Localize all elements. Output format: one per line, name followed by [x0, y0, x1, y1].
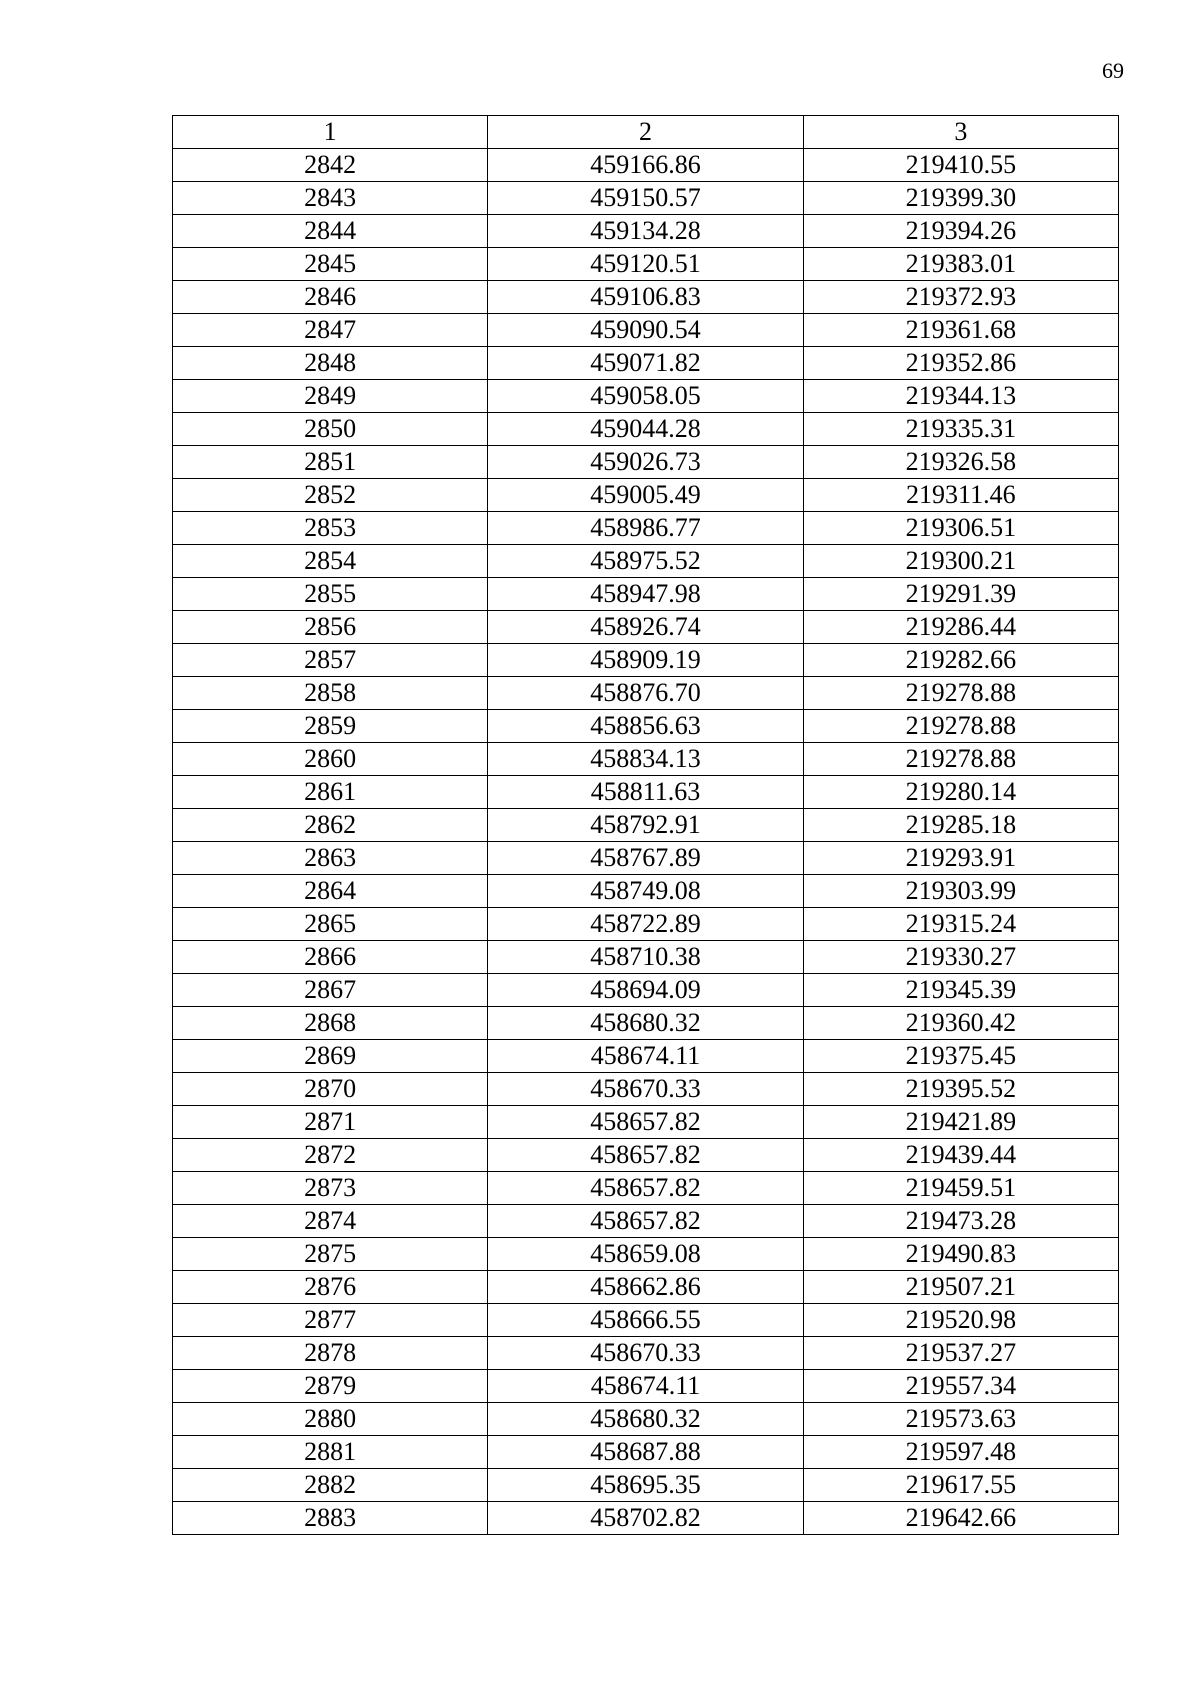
table-row	[173, 1073, 1119, 1106]
table-row	[173, 908, 1119, 941]
column-header: 3	[803, 116, 1118, 149]
table-cell: 2860	[173, 743, 488, 776]
table-cell: 2847	[173, 314, 488, 347]
table-row	[173, 248, 1119, 281]
table-cell: 2879	[173, 1370, 488, 1403]
table-row	[173, 743, 1119, 776]
table-cell: 219360.42	[803, 1007, 1118, 1040]
table-cell: 459005.49	[488, 479, 803, 512]
table-cell: 459150.57	[488, 182, 803, 215]
table-cell: 219278.88	[803, 710, 1118, 743]
table-cell: 458657.82	[488, 1172, 803, 1205]
table-cell: 459026.73	[488, 446, 803, 479]
table-cell: 458986.77	[488, 512, 803, 545]
table-cell: 219286.44	[803, 611, 1118, 644]
table-row	[173, 215, 1119, 248]
table-row	[173, 1502, 1119, 1535]
table-row	[173, 1304, 1119, 1337]
table-cell: 219300.21	[803, 545, 1118, 578]
table-cell: 459106.83	[488, 281, 803, 314]
table-cell: 219315.24	[803, 908, 1118, 941]
table-cell: 2869	[173, 1040, 488, 1073]
table-cell: 2875	[173, 1238, 488, 1271]
table-row	[173, 974, 1119, 1007]
table-cell: 219597.48	[803, 1436, 1118, 1469]
table-cell: 459134.28	[488, 215, 803, 248]
table-row	[173, 578, 1119, 611]
table-cell: 458749.08	[488, 875, 803, 908]
table-cell: 458702.82	[488, 1502, 803, 1535]
table-cell: 219642.66	[803, 1502, 1118, 1535]
table-cell: 219410.55	[803, 149, 1118, 182]
table-row	[173, 380, 1119, 413]
table-cell: 219557.34	[803, 1370, 1118, 1403]
table-cell: 219617.55	[803, 1469, 1118, 1502]
table-cell: 2883	[173, 1502, 488, 1535]
table-cell: 2861	[173, 776, 488, 809]
table-cell: 2870	[173, 1073, 488, 1106]
table-cell: 459058.05	[488, 380, 803, 413]
table-cell: 219293.91	[803, 842, 1118, 875]
table-cell: 219537.27	[803, 1337, 1118, 1370]
table-cell: 2852	[173, 479, 488, 512]
table-cell: 458811.63	[488, 776, 803, 809]
table-cell: 219473.28	[803, 1205, 1118, 1238]
table-cell: 2859	[173, 710, 488, 743]
table-cell: 2862	[173, 809, 488, 842]
table-cell: 2857	[173, 644, 488, 677]
table-cell: 2881	[173, 1436, 488, 1469]
table-cell: 2874	[173, 1205, 488, 1238]
table-header-row	[173, 116, 1119, 149]
table-row	[173, 1040, 1119, 1073]
table-cell: 458670.33	[488, 1337, 803, 1370]
table-cell: 2872	[173, 1139, 488, 1172]
table-row	[173, 1271, 1119, 1304]
table-row	[173, 1403, 1119, 1436]
table-row	[173, 611, 1119, 644]
table-row	[173, 149, 1119, 182]
table-row	[173, 1436, 1119, 1469]
table-cell: 219345.39	[803, 974, 1118, 1007]
table-cell: 458767.89	[488, 842, 803, 875]
table-cell: 219395.52	[803, 1073, 1118, 1106]
table-row	[173, 1106, 1119, 1139]
table-row	[173, 710, 1119, 743]
table-cell: 219573.63	[803, 1403, 1118, 1436]
table-cell: 219344.13	[803, 380, 1118, 413]
table-row	[173, 281, 1119, 314]
column-header: 1	[173, 116, 488, 149]
table-cell: 2867	[173, 974, 488, 1007]
table-cell: 2864	[173, 875, 488, 908]
table-cell: 458909.19	[488, 644, 803, 677]
table-cell: 2880	[173, 1403, 488, 1436]
table-cell: 219335.31	[803, 413, 1118, 446]
table-cell: 2878	[173, 1337, 488, 1370]
table-cell: 2858	[173, 677, 488, 710]
table-cell: 219372.93	[803, 281, 1118, 314]
table-cell: 219421.89	[803, 1106, 1118, 1139]
table-row	[173, 644, 1119, 677]
table-cell: 458670.33	[488, 1073, 803, 1106]
table-cell: 2842	[173, 149, 488, 182]
table-cell: 2854	[173, 545, 488, 578]
table-cell: 459044.28	[488, 413, 803, 446]
table-cell: 458674.11	[488, 1040, 803, 1073]
table-cell: 458926.74	[488, 611, 803, 644]
table-cell: 2855	[173, 578, 488, 611]
table-cell: 2871	[173, 1106, 488, 1139]
table-row	[173, 182, 1119, 215]
table-cell: 459090.54	[488, 314, 803, 347]
table-cell: 219383.01	[803, 248, 1118, 281]
table-cell: 458722.89	[488, 908, 803, 941]
table-cell: 2846	[173, 281, 488, 314]
table-cell: 458662.86	[488, 1271, 803, 1304]
table-cell: 2853	[173, 512, 488, 545]
table-cell: 219278.88	[803, 743, 1118, 776]
table-cell: 458674.11	[488, 1370, 803, 1403]
table-cell: 219361.68	[803, 314, 1118, 347]
table-body	[173, 149, 1119, 1535]
table-cell: 2851	[173, 446, 488, 479]
table-row	[173, 1337, 1119, 1370]
table-cell: 219520.98	[803, 1304, 1118, 1337]
table-cell: 458694.09	[488, 974, 803, 1007]
table-cell: 458695.35	[488, 1469, 803, 1502]
table-cell: 219459.51	[803, 1172, 1118, 1205]
table-cell: 458659.08	[488, 1238, 803, 1271]
table-row	[173, 677, 1119, 710]
table-row	[173, 1469, 1119, 1502]
table-cell: 219399.30	[803, 182, 1118, 215]
table-row	[173, 1238, 1119, 1271]
table-cell: 219282.66	[803, 644, 1118, 677]
table-cell: 458657.82	[488, 1205, 803, 1238]
table-row	[173, 479, 1119, 512]
table-cell: 2849	[173, 380, 488, 413]
table-cell: 219490.83	[803, 1238, 1118, 1271]
table-cell: 459071.82	[488, 347, 803, 380]
table-cell: 2876	[173, 1271, 488, 1304]
table-cell: 219278.88	[803, 677, 1118, 710]
table-cell: 219375.45	[803, 1040, 1118, 1073]
table-cell: 219507.21	[803, 1271, 1118, 1304]
table-cell: 219439.44	[803, 1139, 1118, 1172]
table-cell: 2877	[173, 1304, 488, 1337]
table-cell: 2856	[173, 611, 488, 644]
table-cell: 2844	[173, 215, 488, 248]
table-cell: 2850	[173, 413, 488, 446]
table-row	[173, 314, 1119, 347]
table-cell: 458687.88	[488, 1436, 803, 1469]
table-cell: 458657.82	[488, 1106, 803, 1139]
table-cell: 219303.99	[803, 875, 1118, 908]
table-row	[173, 545, 1119, 578]
table-cell: 2865	[173, 908, 488, 941]
table-row	[173, 413, 1119, 446]
table-cell: 458710.38	[488, 941, 803, 974]
table-row	[173, 446, 1119, 479]
table-cell: 458792.91	[488, 809, 803, 842]
table-cell: 2882	[173, 1469, 488, 1502]
table-row	[173, 809, 1119, 842]
table-cell: 219306.51	[803, 512, 1118, 545]
table-cell: 219394.26	[803, 215, 1118, 248]
table-cell: 459166.86	[488, 149, 803, 182]
table-row	[173, 875, 1119, 908]
table-row	[173, 347, 1119, 380]
table-cell: 458856.63	[488, 710, 803, 743]
table-cell: 458680.32	[488, 1007, 803, 1040]
table-cell: 219291.39	[803, 578, 1118, 611]
table-cell: 219311.46	[803, 479, 1118, 512]
table-cell: 458975.52	[488, 545, 803, 578]
coordinates-table	[172, 115, 1119, 1535]
table-cell: 2845	[173, 248, 488, 281]
table-row	[173, 776, 1119, 809]
table-row	[173, 842, 1119, 875]
table-cell: 458666.55	[488, 1304, 803, 1337]
table-cell: 2843	[173, 182, 488, 215]
table-cell: 2863	[173, 842, 488, 875]
table-cell: 219326.58	[803, 446, 1118, 479]
table-row	[173, 941, 1119, 974]
table-cell: 219285.18	[803, 809, 1118, 842]
table-cell: 2866	[173, 941, 488, 974]
table-row	[173, 1172, 1119, 1205]
table-cell: 2868	[173, 1007, 488, 1040]
table-cell: 458680.32	[488, 1403, 803, 1436]
table-row	[173, 1205, 1119, 1238]
table-cell: 2873	[173, 1172, 488, 1205]
table-row	[173, 1007, 1119, 1040]
table-cell: 458947.98	[488, 578, 803, 611]
table-row	[173, 512, 1119, 545]
table-cell: 219280.14	[803, 776, 1118, 809]
table-cell: 458876.70	[488, 677, 803, 710]
table-row	[173, 1139, 1119, 1172]
column-header: 2	[488, 116, 803, 149]
table-row	[173, 1370, 1119, 1403]
page-number: 69	[1102, 58, 1124, 83]
table-cell: 219352.86	[803, 347, 1118, 380]
table-cell: 2848	[173, 347, 488, 380]
table-cell: 219330.27	[803, 941, 1118, 974]
table-cell: 458657.82	[488, 1139, 803, 1172]
table-cell: 458834.13	[488, 743, 803, 776]
table-cell: 459120.51	[488, 248, 803, 281]
